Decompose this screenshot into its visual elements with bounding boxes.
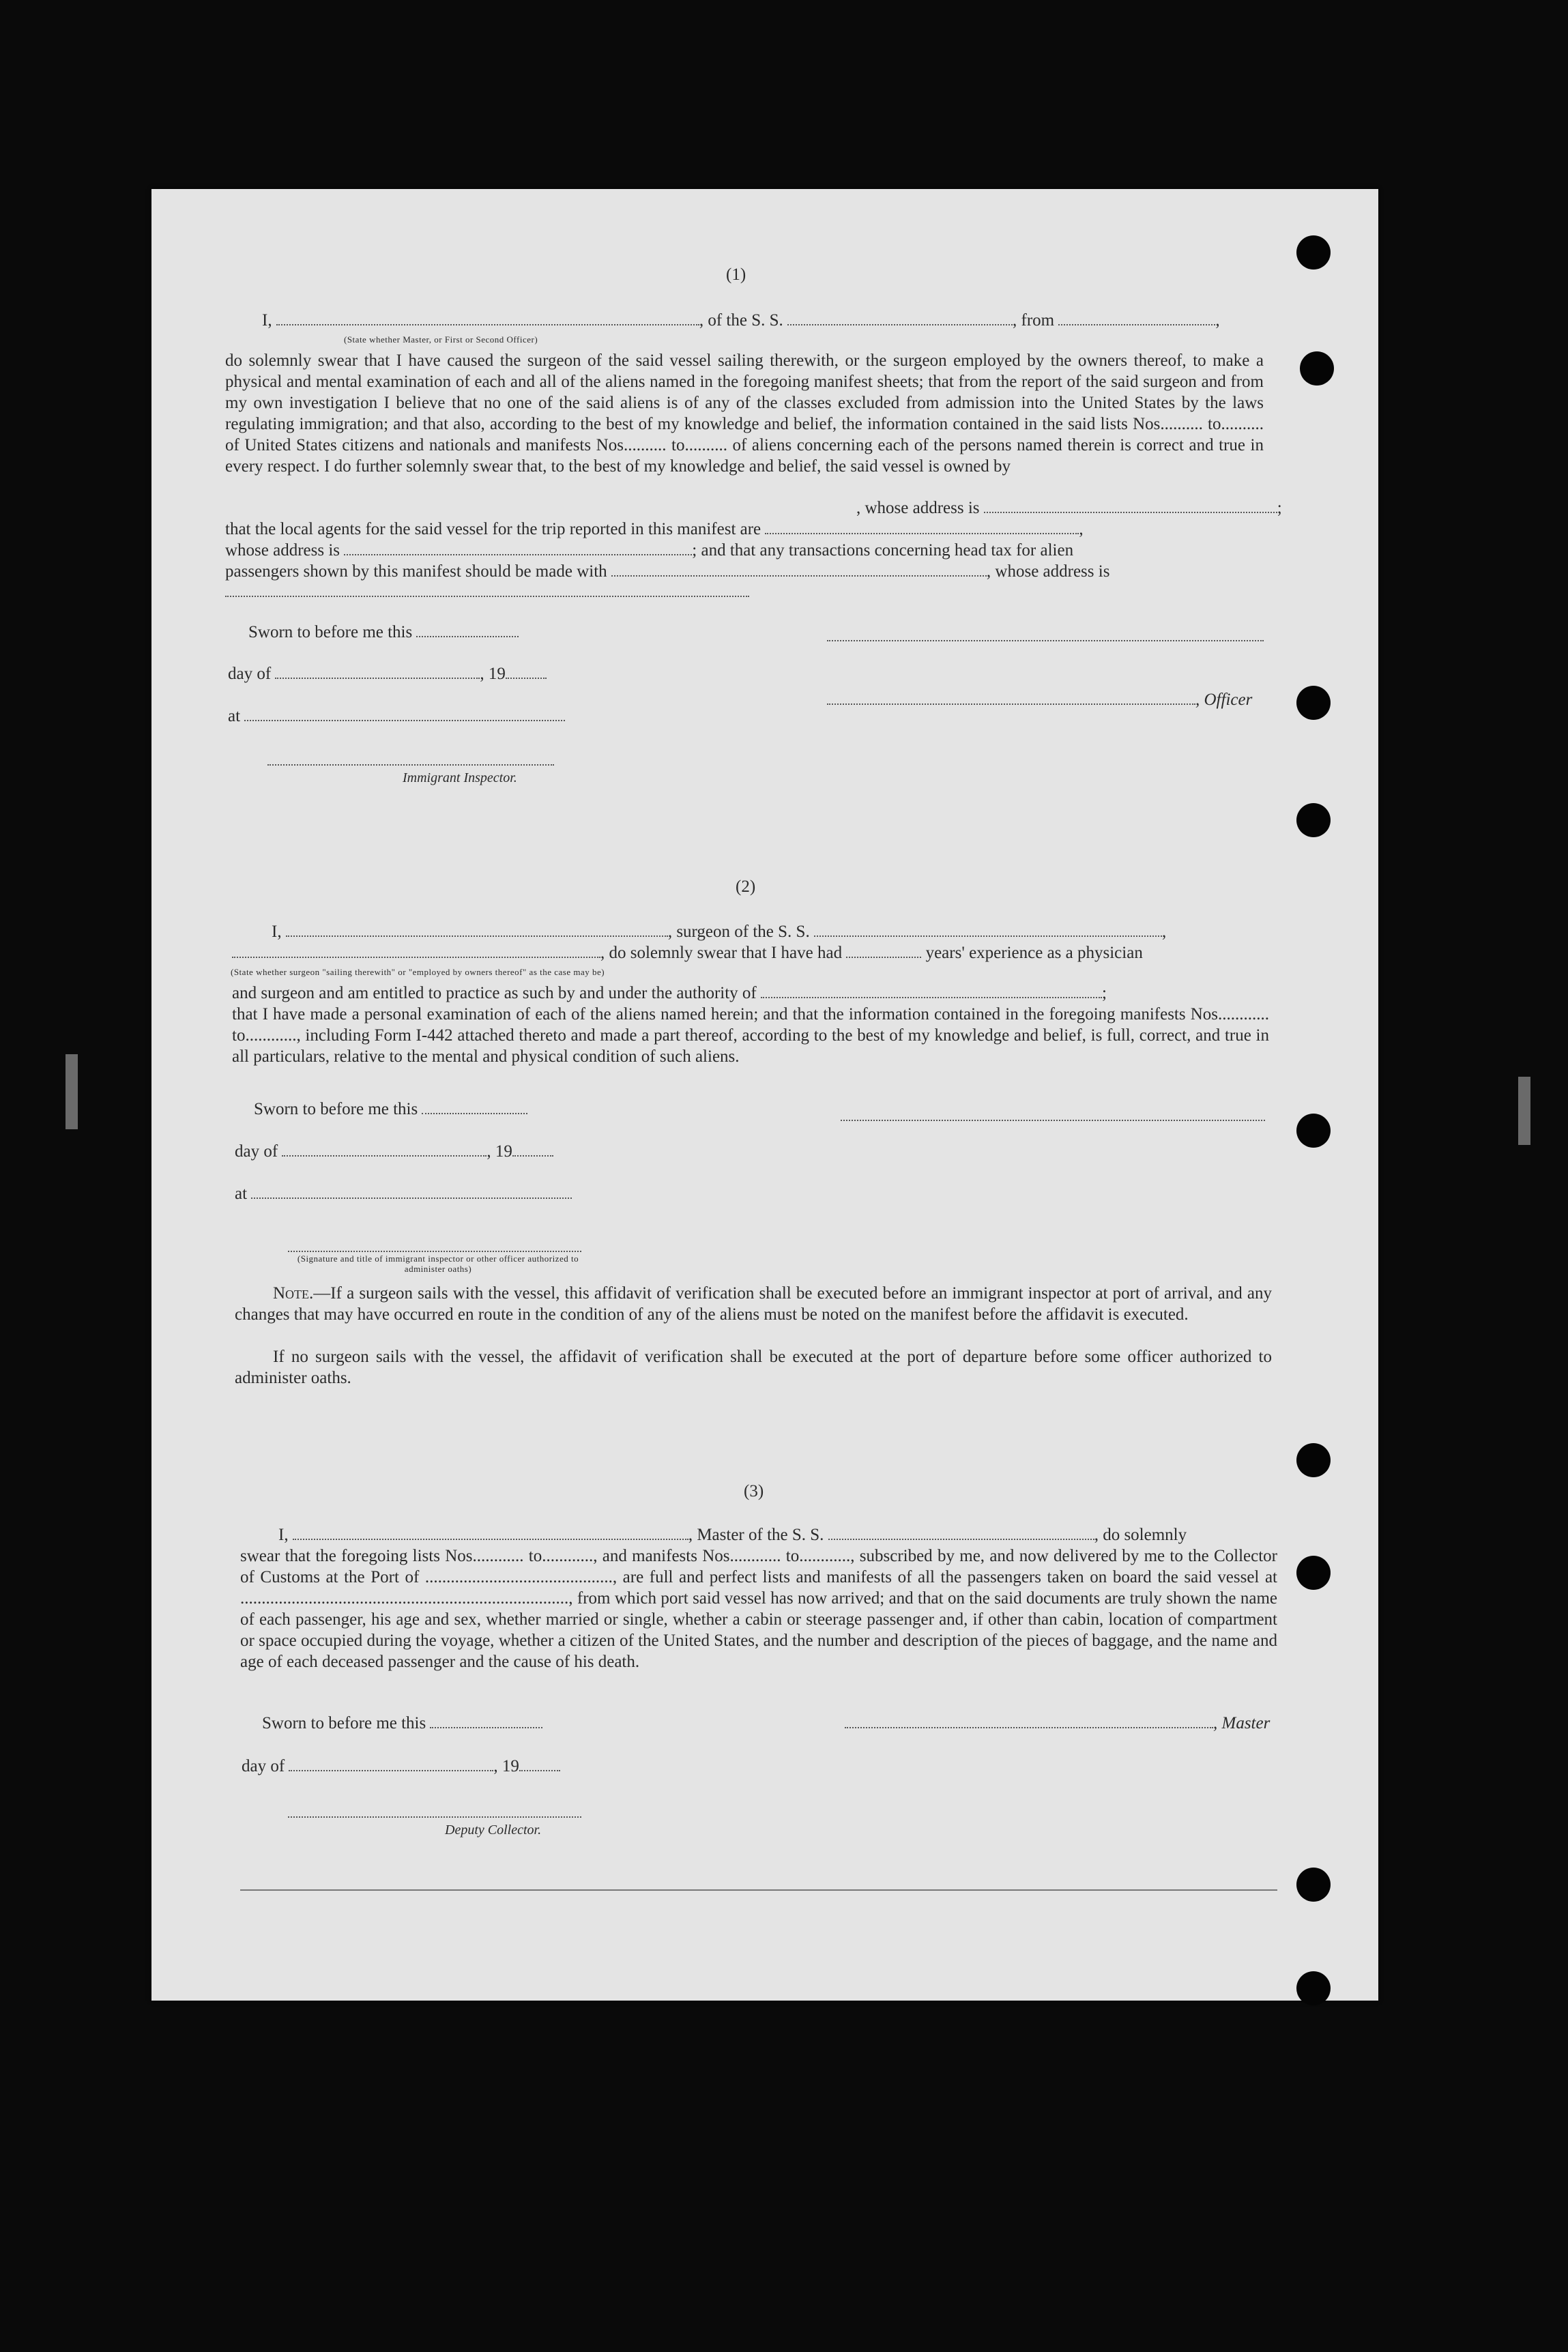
binder-hole — [1296, 1971, 1331, 2005]
section-3-body: swear that the foregoing lists Nos............ to............, and manifests Nos............ to............, subscribed by me, and now delivered by me to the Collector of Customs at the Port of ............................................, are full and perfect lists and manifests of all the passengers taken on board the said vessel at ............................................................................., from which port said vessel has now arrived; and that on the said documents are truly shown the name of each passenger, his age and sex, whether married or single, whether a cabin or steerage passenger and, if other than cabin, location of compartment or space occupied during the voyage, whether a citizen of the United States, and the number and description of the pieces of baggage, and the name and age of each deceased passenger and the cause of his death. — [240, 1547, 1277, 1671]
inspector-signature-field — [267, 764, 554, 766]
section-2-day-of: day of , 19 — [235, 1141, 553, 1162]
bottom-rule — [240, 1889, 1277, 1891]
binder-hole — [1296, 1114, 1331, 1148]
month-field — [275, 664, 480, 679]
officer-title-field — [276, 310, 699, 325]
master-signature-field — [845, 1713, 1213, 1728]
section-3-sworn: Sworn to before me this — [262, 1713, 542, 1734]
section-2-first-line: I, , surgeon of the S. S. , — [272, 923, 1167, 941]
section-3-number: (3) — [744, 1482, 764, 1500]
year-field — [512, 1142, 553, 1157]
officer-note: (State whether Master, or First or Second Officer) — [344, 334, 538, 345]
note-label: Note. — [273, 1284, 314, 1303]
inspector-title: Immigrant Inspector. — [403, 770, 517, 785]
sworn-date-field — [416, 622, 519, 637]
section-2-number: (2) — [736, 877, 756, 896]
local-agents-field — [765, 519, 1079, 534]
section-1-first-line: I, , of the S. S. , from , — [262, 311, 1220, 330]
section-1-local-agents: that the local agents for the said vessel for the trip reported in this manifest are , — [225, 520, 1084, 538]
year-field — [506, 664, 547, 679]
section-2-authority: and surgeon and am entitled to practice as such by and under the authority of ; — [232, 984, 1107, 1002]
from-label: , from — [1013, 311, 1055, 330]
binder-hole — [1296, 1868, 1331, 1902]
year-field — [519, 1756, 560, 1771]
signature-note: (Signature and title of immigrant inspector or other officer authorized to administer oaths) — [297, 1253, 579, 1274]
authority-field — [761, 983, 1102, 998]
vessel-name-field — [828, 1525, 1094, 1540]
owner-address-field — [984, 498, 1277, 513]
sworn-date-field — [422, 1099, 527, 1114]
binder-hole — [1296, 1443, 1331, 1477]
section-1-owner-address: , whose address is ; — [856, 499, 1282, 517]
month-field — [282, 1142, 487, 1157]
section-2-note: Note.—If a surgeon sails with the vessel, this affidavit of verification shall be executed before an immigrant inspector at port of arrival, and any changes that may have occurred en route in the condition of any of the aliens must be noted on the manifest before the affidavit is executed. — [235, 1284, 1272, 1324]
section-2-sworn: Sworn to before me this — [254, 1099, 527, 1120]
sworn-date-field — [430, 1713, 542, 1728]
surgeon-status-field — [232, 943, 600, 958]
i-label: I, — [262, 311, 272, 330]
surgeon-signature-field — [841, 1120, 1265, 1121]
section-3-day-of: day of , 19 — [242, 1756, 560, 1777]
film-edge-left — [66, 1054, 78, 1129]
vessel-name-field — [787, 310, 1013, 325]
from-port-field — [1058, 310, 1215, 325]
month-field — [289, 1756, 493, 1771]
years-field — [846, 943, 921, 958]
binder-hole — [1300, 351, 1334, 386]
section-2-at: at — [235, 1183, 572, 1204]
binder-hole — [1296, 235, 1331, 270]
place-field — [244, 706, 565, 721]
section-1-at: at — [228, 706, 565, 727]
binder-hole — [1296, 803, 1331, 837]
section-2-body: that I have made a personal examination of each of the aliens named herein; and that the information contained in the foregoing manifests Nos............ to............, including Form I-442 attached thereto and made a part thereof, according to the best of my knowledge and belief, is full, correct, and true in all particulars, relative to the mental and physical condition of such aliens. — [232, 1005, 1269, 1066]
agent-address-field — [344, 540, 692, 555]
master-name-field — [293, 1525, 688, 1540]
binder-hole — [1296, 686, 1331, 720]
section-1-officer-signature: , Officer — [827, 689, 1252, 710]
head-tax-address-field — [225, 596, 749, 597]
section-1-agent-address: whose address is ; and that any transactions concerning head tax for alien — [225, 541, 1074, 560]
section-2-second-line: , do solemnly swear that I have had years' experience as a physician — [232, 942, 1143, 963]
of-the-ss-label: , of the S. S. — [699, 311, 783, 330]
binder-hole — [1296, 1556, 1331, 1590]
surgeon-name-field — [286, 922, 668, 937]
film-edge-right — [1518, 1077, 1530, 1145]
collector-signature-field — [288, 1816, 581, 1818]
section-3-first-line: I, , Master of the S. S. , do solemnly — [278, 1526, 1187, 1544]
vessel-name-field — [814, 922, 1162, 937]
surgeon-note: (State whether surgeon "sailing therewith" or "employed by owners thereof" as the case may be) — [231, 967, 605, 977]
place-field — [251, 1184, 572, 1199]
section-1-day-of: day of , 19 — [228, 663, 547, 684]
section-1-number: (1) — [726, 265, 746, 284]
deponent-signature-field — [827, 640, 1264, 641]
manifest-back-page — [151, 189, 1378, 2001]
section-1-body: do solemnly swear that I have caused the surgeon of the said vessel sailing therewith, or the surgeon employed by the owners thereof, to make a physical and mental examination of each and all of the aliens named in the foregoing manifest sheets; that from the report of the said surgeon and from my own investigation I believe that no one of the said aliens is of any of the classes excluded from admission into the United States by the laws regulating immigration; and that also, according to the best of my knowledge and belief, the information contained in the said lists Nos.......... to.......... of United States citizens and nationals and manifests Nos.......... to.......... of aliens concerning each of the persons named therein is correct and true in every respect. I do further solemnly swear that, to the best of my knowledge and belief, the said vessel is owned by — [225, 351, 1264, 476]
section-3-master-signature: , Master — [845, 1713, 1270, 1734]
head-tax-agent-field — [611, 562, 987, 577]
section-1-sworn: Sworn to before me this — [248, 622, 519, 643]
collector-title: Deputy Collector. — [445, 1823, 542, 1838]
officer-signature-field — [827, 690, 1195, 705]
inspector-signature-field — [288, 1251, 581, 1252]
section-2-note-2: If no surgeon sails with the vessel, the affidavit of verification shall be executed at the port of departure before some officer authorized to administer oaths. — [235, 1348, 1272, 1387]
section-1-head-tax: passengers shown by this manifest should be made with , whose address is — [225, 562, 1110, 581]
